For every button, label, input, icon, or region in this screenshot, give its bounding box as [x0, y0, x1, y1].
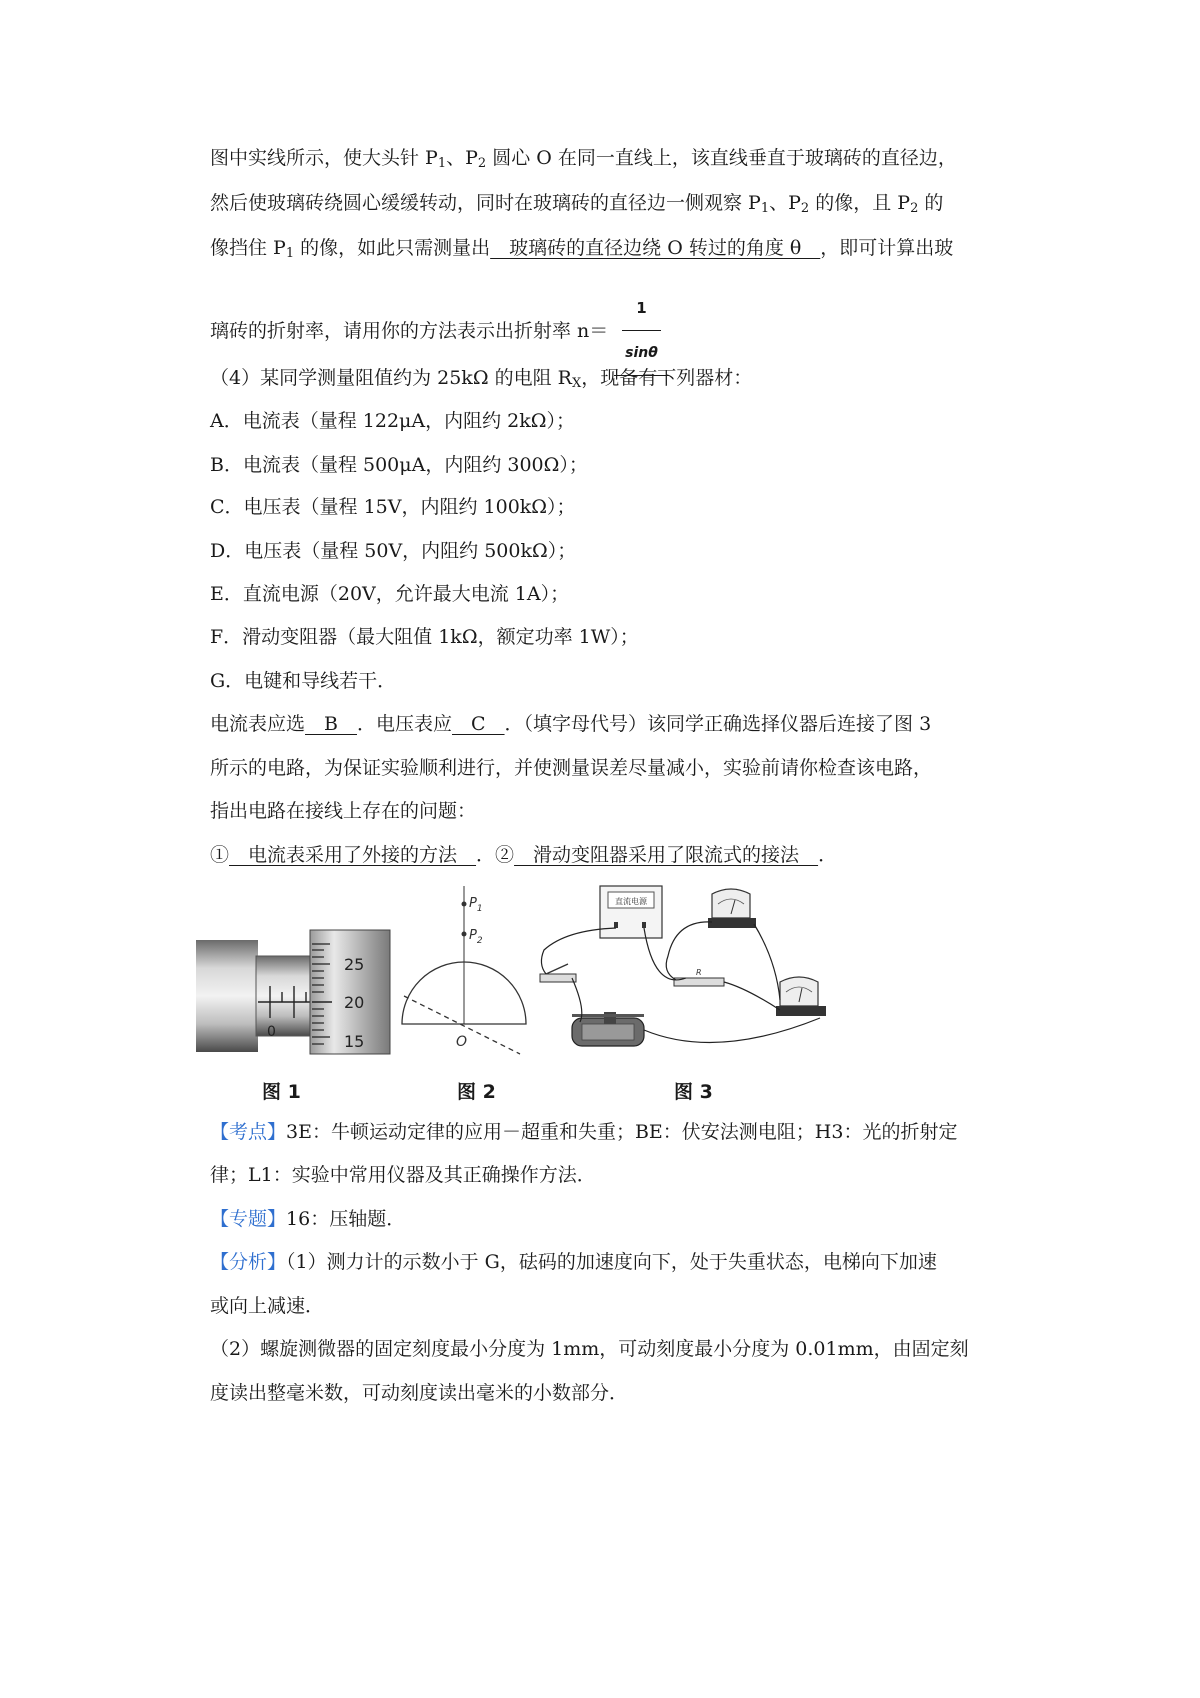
text: 璃砖的折射率，请用你的方法表示出折射率 n＝: [210, 320, 609, 342]
text: 的像，且 P: [809, 192, 911, 214]
subscript: 1: [760, 201, 770, 216]
kaodian-tag: 【考点】: [210, 1121, 287, 1143]
text: ，即可计算出玻: [820, 237, 954, 259]
paragraph-line-2: [210, 191, 943, 215]
power-supply: [600, 886, 662, 938]
text: 的: [918, 192, 944, 214]
figure-1-micrometer: [196, 926, 396, 1058]
zhuanti-line: [210, 1207, 405, 1231]
thimble-label-20: 20: [344, 993, 365, 1012]
text: ，现备有下列器材：: [581, 367, 753, 389]
answer-line-2: 所示的电路，为保证实验顺利进行，并使测量误差尽量减小，实验前请你检查该电路，: [210, 757, 933, 779]
text: 图中实线所示，使大头针 P: [210, 147, 438, 169]
pin-p1: [462, 902, 467, 907]
text: ．电压表应: [356, 713, 452, 735]
figure-1-caption: 图 1: [262, 1081, 301, 1103]
equipment-item-g: G．电键和导线若干．: [210, 670, 397, 692]
voltmeter: [708, 889, 756, 928]
kaodian-line-2: 律；L1：实验中常用仪器及其正确操作方法．: [210, 1164, 596, 1186]
text: （1）测力计的示数小于 G，砝码的加速度向下，处于失重状态，电梯向下加速: [286, 1251, 937, 1273]
text: 然后使玻璃砖绕圆心缓缓转动，同时在玻璃砖的直径边一侧观察 P: [210, 192, 761, 214]
text: ．②: [476, 844, 515, 866]
resistor-rx: [674, 968, 724, 986]
equipment-item-a: A．电流表（量程 122μA，内阻约 2kΩ）；: [210, 410, 575, 432]
text: ①: [210, 844, 230, 866]
problems-line: [210, 843, 837, 867]
kaodian-line-1: [210, 1120, 957, 1144]
sleeve-zero-label: 0: [267, 1024, 276, 1040]
fenxi-tag: 【分析】: [210, 1251, 287, 1273]
answer-blank-angle: 玻璃砖的直径边绕 O 转过的角度 θ: [490, 237, 821, 259]
answer-blank-problem-1: 电流表采用了外接的方法: [229, 844, 477, 866]
subscript: 2: [800, 201, 810, 216]
figure-2-caption: 图 2: [457, 1081, 496, 1103]
text: ．: [818, 844, 838, 866]
subscript: X: [571, 376, 582, 391]
subscript: 2: [910, 201, 919, 216]
text: 像挡住 P: [210, 237, 286, 259]
ammeter: [776, 977, 826, 1016]
text: （4）某同学测量阻值约为 25kΩ 的电阻 R: [210, 367, 572, 389]
paragraph-line-1: [210, 146, 957, 170]
paragraph-line-3: [210, 236, 953, 260]
text: 、P: [446, 147, 478, 169]
answer-blank-ammeter: B: [305, 713, 357, 735]
answer-blank-problem-2: 滑动变阻器采用了限流式的接法: [514, 844, 819, 866]
answer-blank-voltmeter: C: [452, 713, 505, 735]
resistor-label: R: [696, 968, 702, 977]
center-o-label: O: [456, 1034, 468, 1050]
text: 、P: [769, 192, 801, 214]
fraction-denominator: sinθ: [625, 345, 658, 361]
pin-p2: [462, 932, 467, 937]
pin-p2-label: $P_2$: [469, 928, 483, 946]
thimble-label-25: 25: [344, 955, 365, 974]
fraction-numerator: 1: [622, 288, 660, 331]
power-supply-label: 直流电源: [615, 897, 647, 906]
text: 16：压轴题．: [286, 1208, 406, 1230]
fenxi-line-1: [210, 1250, 937, 1274]
refractive-index-fraction: [614, 288, 668, 376]
fenxi-line-2: 或向上减速．: [210, 1295, 325, 1317]
answer-line-1: [210, 712, 931, 736]
slide-rheostat: [572, 1012, 644, 1046]
equipment-item-f: F．滑动变阻器（最大阻值 1kΩ，额定功率 1W）；: [210, 626, 639, 648]
zhuanti-tag: 【专题】: [210, 1208, 287, 1230]
micrometer-frame: [196, 940, 258, 1052]
equipment-item-c: C．电压表（量程 15V，内阻约 100kΩ）；: [210, 496, 576, 518]
micrometer-sleeve: [256, 956, 312, 1036]
equipment-item-b: B．电流表（量程 500μA，内阻约 300Ω）；: [210, 454, 588, 476]
figure-3-caption: 图 3: [674, 1081, 713, 1103]
text: 圆心 O 在同一直线上，该直线垂直于玻璃砖的直径边，: [486, 147, 957, 169]
analysis-p2-line-1: （2）螺旋测微器的固定刻度最小分度为 1mm，可动刻度最小分度为 0.01mm，由固定刻: [210, 1338, 969, 1360]
q4-intro: [210, 366, 752, 390]
figure-3-circuit: [536, 880, 836, 1074]
pin-p1-label: $P_1$: [469, 896, 483, 914]
thimble-label-15: 15: [344, 1032, 365, 1051]
answer-line-3: 指出电路在接线上存在的问题：: [210, 800, 477, 822]
subscript: 1: [437, 156, 447, 171]
equipment-item-d: D．电压表（量程 50V，内阻约 500kΩ）；: [210, 540, 577, 562]
subscript: 2: [477, 156, 487, 171]
text: 电流表应选: [210, 713, 306, 735]
paragraph-line-4: [210, 288, 669, 376]
text: 3E：牛顿运动定律的应用－超重和失重；BE：伏安法测电阻；H3：光的折射定: [286, 1121, 958, 1143]
analysis-p2-line-2: 度读出整毫米数，可动刻度读出毫米的小数部分．: [210, 1382, 629, 1404]
text: ．（填字母代号）该同学正确选择仪器后连接了图 3: [504, 713, 932, 735]
text: 的像，如此只需测量出: [294, 237, 491, 259]
equipment-item-e: E．直流电源（20V，允许最大电流 1A）；: [210, 583, 570, 605]
figure-2-refraction: [398, 884, 538, 1074]
subscript: 1: [285, 246, 295, 261]
